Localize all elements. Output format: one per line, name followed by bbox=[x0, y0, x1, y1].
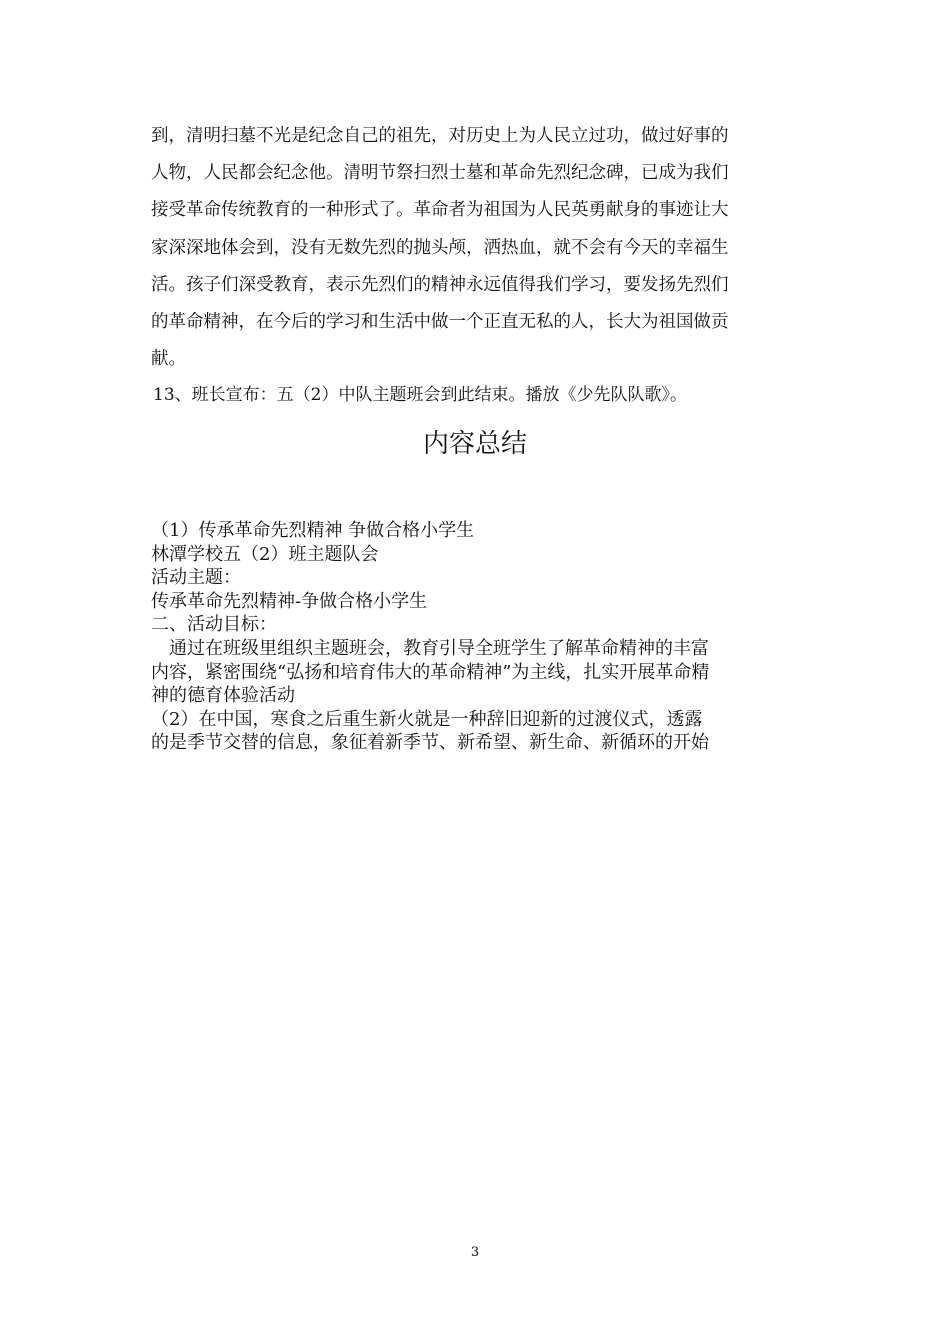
summary-section bbox=[151, 519, 811, 755]
summary-line: （1）传承革命先烈精神 争做合格小学生 bbox=[151, 520, 475, 541]
summary-line: 活动主题： bbox=[151, 567, 241, 589]
page-number: 3 bbox=[470, 1245, 480, 1260]
summary-line: 的是季节交替的信息，象征着新季节、新希望、新生命、新循环的开始 bbox=[151, 732, 709, 754]
summary-line: 传承革命先烈精神-争做合格小学生 bbox=[151, 590, 428, 612]
summary-line: 神的德育体验活动 bbox=[151, 685, 295, 707]
agenda-item-13: 13、班长宣布：五（2）中队主题班会到此结束。播放《少先队队歌》。 bbox=[153, 385, 687, 405]
paragraph-line: 献。 bbox=[151, 349, 186, 370]
summary-heading: 内容总结 bbox=[422, 429, 527, 459]
paragraph-line: 家深深地体会到，没有无数先烈的抛头颅，洒热血，就不会有今天的幸福生 bbox=[151, 237, 729, 258]
paragraph-line: 人物，人民都会纪念他。清明节祭扫烈士墓和革命先烈纪念碑，已成为我们 bbox=[151, 163, 729, 184]
summary-line: （2）在中国，寒食之后重生新火就是一种辞旧迎新的过渡仪式，透露 bbox=[151, 708, 703, 730]
paragraph-line: 的革命精神，在今后的学习和生活中做一个正直无私的人，长大为祖国做贡 bbox=[151, 312, 729, 333]
paragraph-line: 到，清明扫墓不光是纪念自己的祖先，对历史上为人民立过功，做过好事的 bbox=[151, 126, 729, 146]
paragraph-line: 活。孩子们深受教育，表示先烈们的精神永远值得我们学习，要发扬先烈们 bbox=[151, 274, 729, 295]
summary-line: 林潭学校五（2）班主题队会 bbox=[151, 543, 379, 565]
paragraph-line: 接受革命传统教育的一种形式了。革命者为祖国为人民英勇献身的事迹让大 bbox=[151, 200, 729, 221]
summary-line: 内容，紧密围绕“弘扬和培育伟大的革命精神”为主线，扎实开展革命精 bbox=[151, 661, 710, 683]
body-paragraph bbox=[151, 118, 801, 378]
summary-line: 通过在班级里组织主题班会，教育引导全班学生了解革命精神的丰富 bbox=[151, 637, 709, 659]
summary-line: 二、活动目标： bbox=[151, 614, 277, 636]
